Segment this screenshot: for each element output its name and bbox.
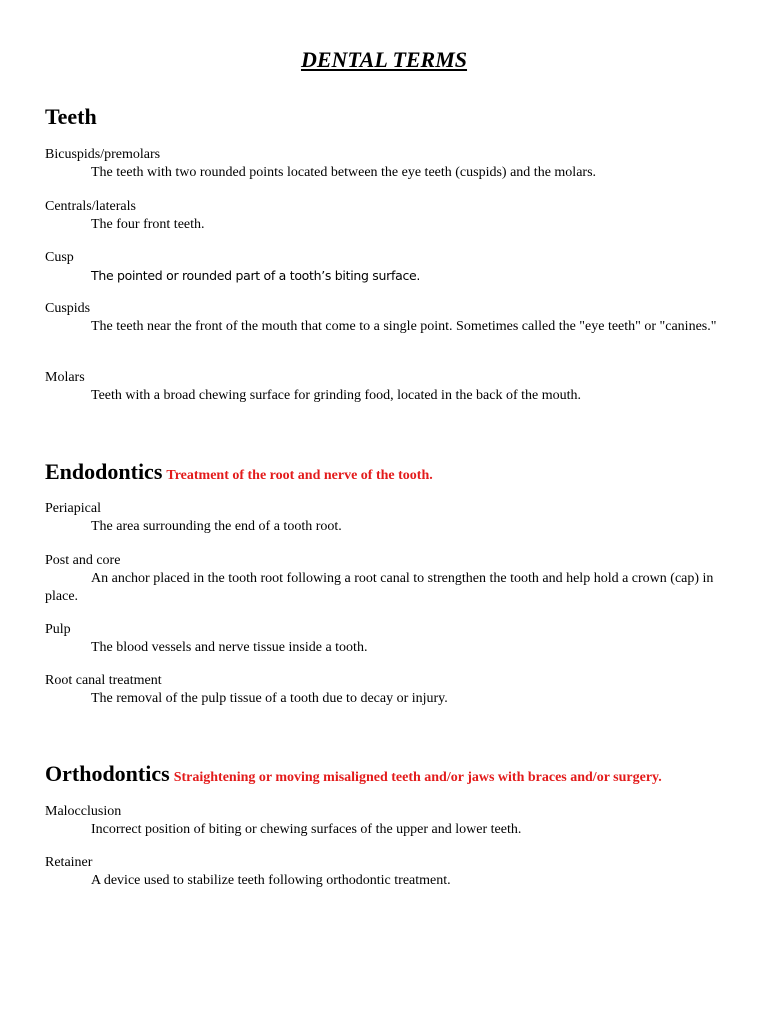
- term-definition: The area surrounding the end of a tooth root.: [91, 519, 342, 534]
- term-name: Cuspids: [45, 301, 91, 316]
- term-name: Cusp: [45, 250, 74, 265]
- section-description: Straightening or moving misaligned teeth and/or jaws with braces and/or surgery.: [173, 770, 662, 785]
- term-definition: The pointed or rounded part of a tooth’s biting surface.: [91, 268, 421, 283]
- term-entry-cusp: [45, 249, 725, 285]
- section-name: Orthodontics: [45, 761, 170, 786]
- term-definition: Incorrect position of biting or chewing surfaces of the upper and lower teeth.: [91, 822, 522, 837]
- section-name: Endodontics: [45, 459, 163, 484]
- term-name: Molars: [45, 370, 85, 385]
- section-heading: [45, 759, 725, 793]
- term-name: Periapical: [45, 501, 101, 516]
- term-name: Root canal treatment: [45, 673, 162, 688]
- document-title: DENTAL TERMS: [300, 47, 468, 72]
- section-heading: [45, 102, 725, 136]
- term-name: Malocclusion: [45, 804, 122, 819]
- term-entry-retainer: [45, 854, 725, 890]
- term-entry-post-and-core: [45, 552, 725, 606]
- section-endodontics: [45, 457, 725, 491]
- section-heading: [45, 457, 725, 491]
- term-definition: Teeth with a broad chewing surface for grinding food, located in the back of the mouth.: [91, 388, 582, 403]
- term-entry-molars: [45, 369, 725, 405]
- section-teeth: [45, 102, 725, 136]
- term-definition: The teeth near the front of the mouth that come to a single point. Sometimes called the "eye teeth" or "canines.": [91, 319, 717, 334]
- term-definition: The four front teeth.: [91, 217, 205, 232]
- term-name: Bicuspids/premolars: [45, 147, 161, 162]
- term-name: Post and core: [45, 553, 121, 568]
- term-name: Centrals/laterals: [45, 199, 136, 214]
- term-name: Retainer: [45, 855, 93, 870]
- term-definition: An anchor placed in the tooth root following a root canal to strengthen the tooth and help hold a crown (cap) in place.: [45, 571, 714, 604]
- section-orthodontics: [45, 759, 725, 793]
- term-entry-bicuspids: [45, 146, 725, 182]
- term-definition: The removal of the pulp tissue of a tooth due to decay or injury.: [91, 691, 448, 706]
- term-entry-periapical: [45, 500, 725, 536]
- term-entry-pulp: [45, 621, 725, 657]
- term-entry-root-canal: [45, 672, 725, 708]
- section-description: Treatment of the root and nerve of the tooth.: [166, 468, 433, 483]
- term-entry-centrals: [45, 198, 725, 234]
- term-definition: The blood vessels and nerve tissue inside a tooth.: [91, 640, 368, 655]
- term-entry-cuspids: [45, 300, 725, 336]
- term-entry-malocclusion: [45, 803, 725, 839]
- term-definition: The teeth with two rounded points located between the eye teeth (cuspids) and the molars.: [91, 165, 597, 180]
- term-definition: A device used to stabilize teeth following orthodontic treatment.: [91, 873, 451, 888]
- section-name: Teeth: [45, 104, 97, 129]
- term-name: Pulp: [45, 622, 71, 637]
